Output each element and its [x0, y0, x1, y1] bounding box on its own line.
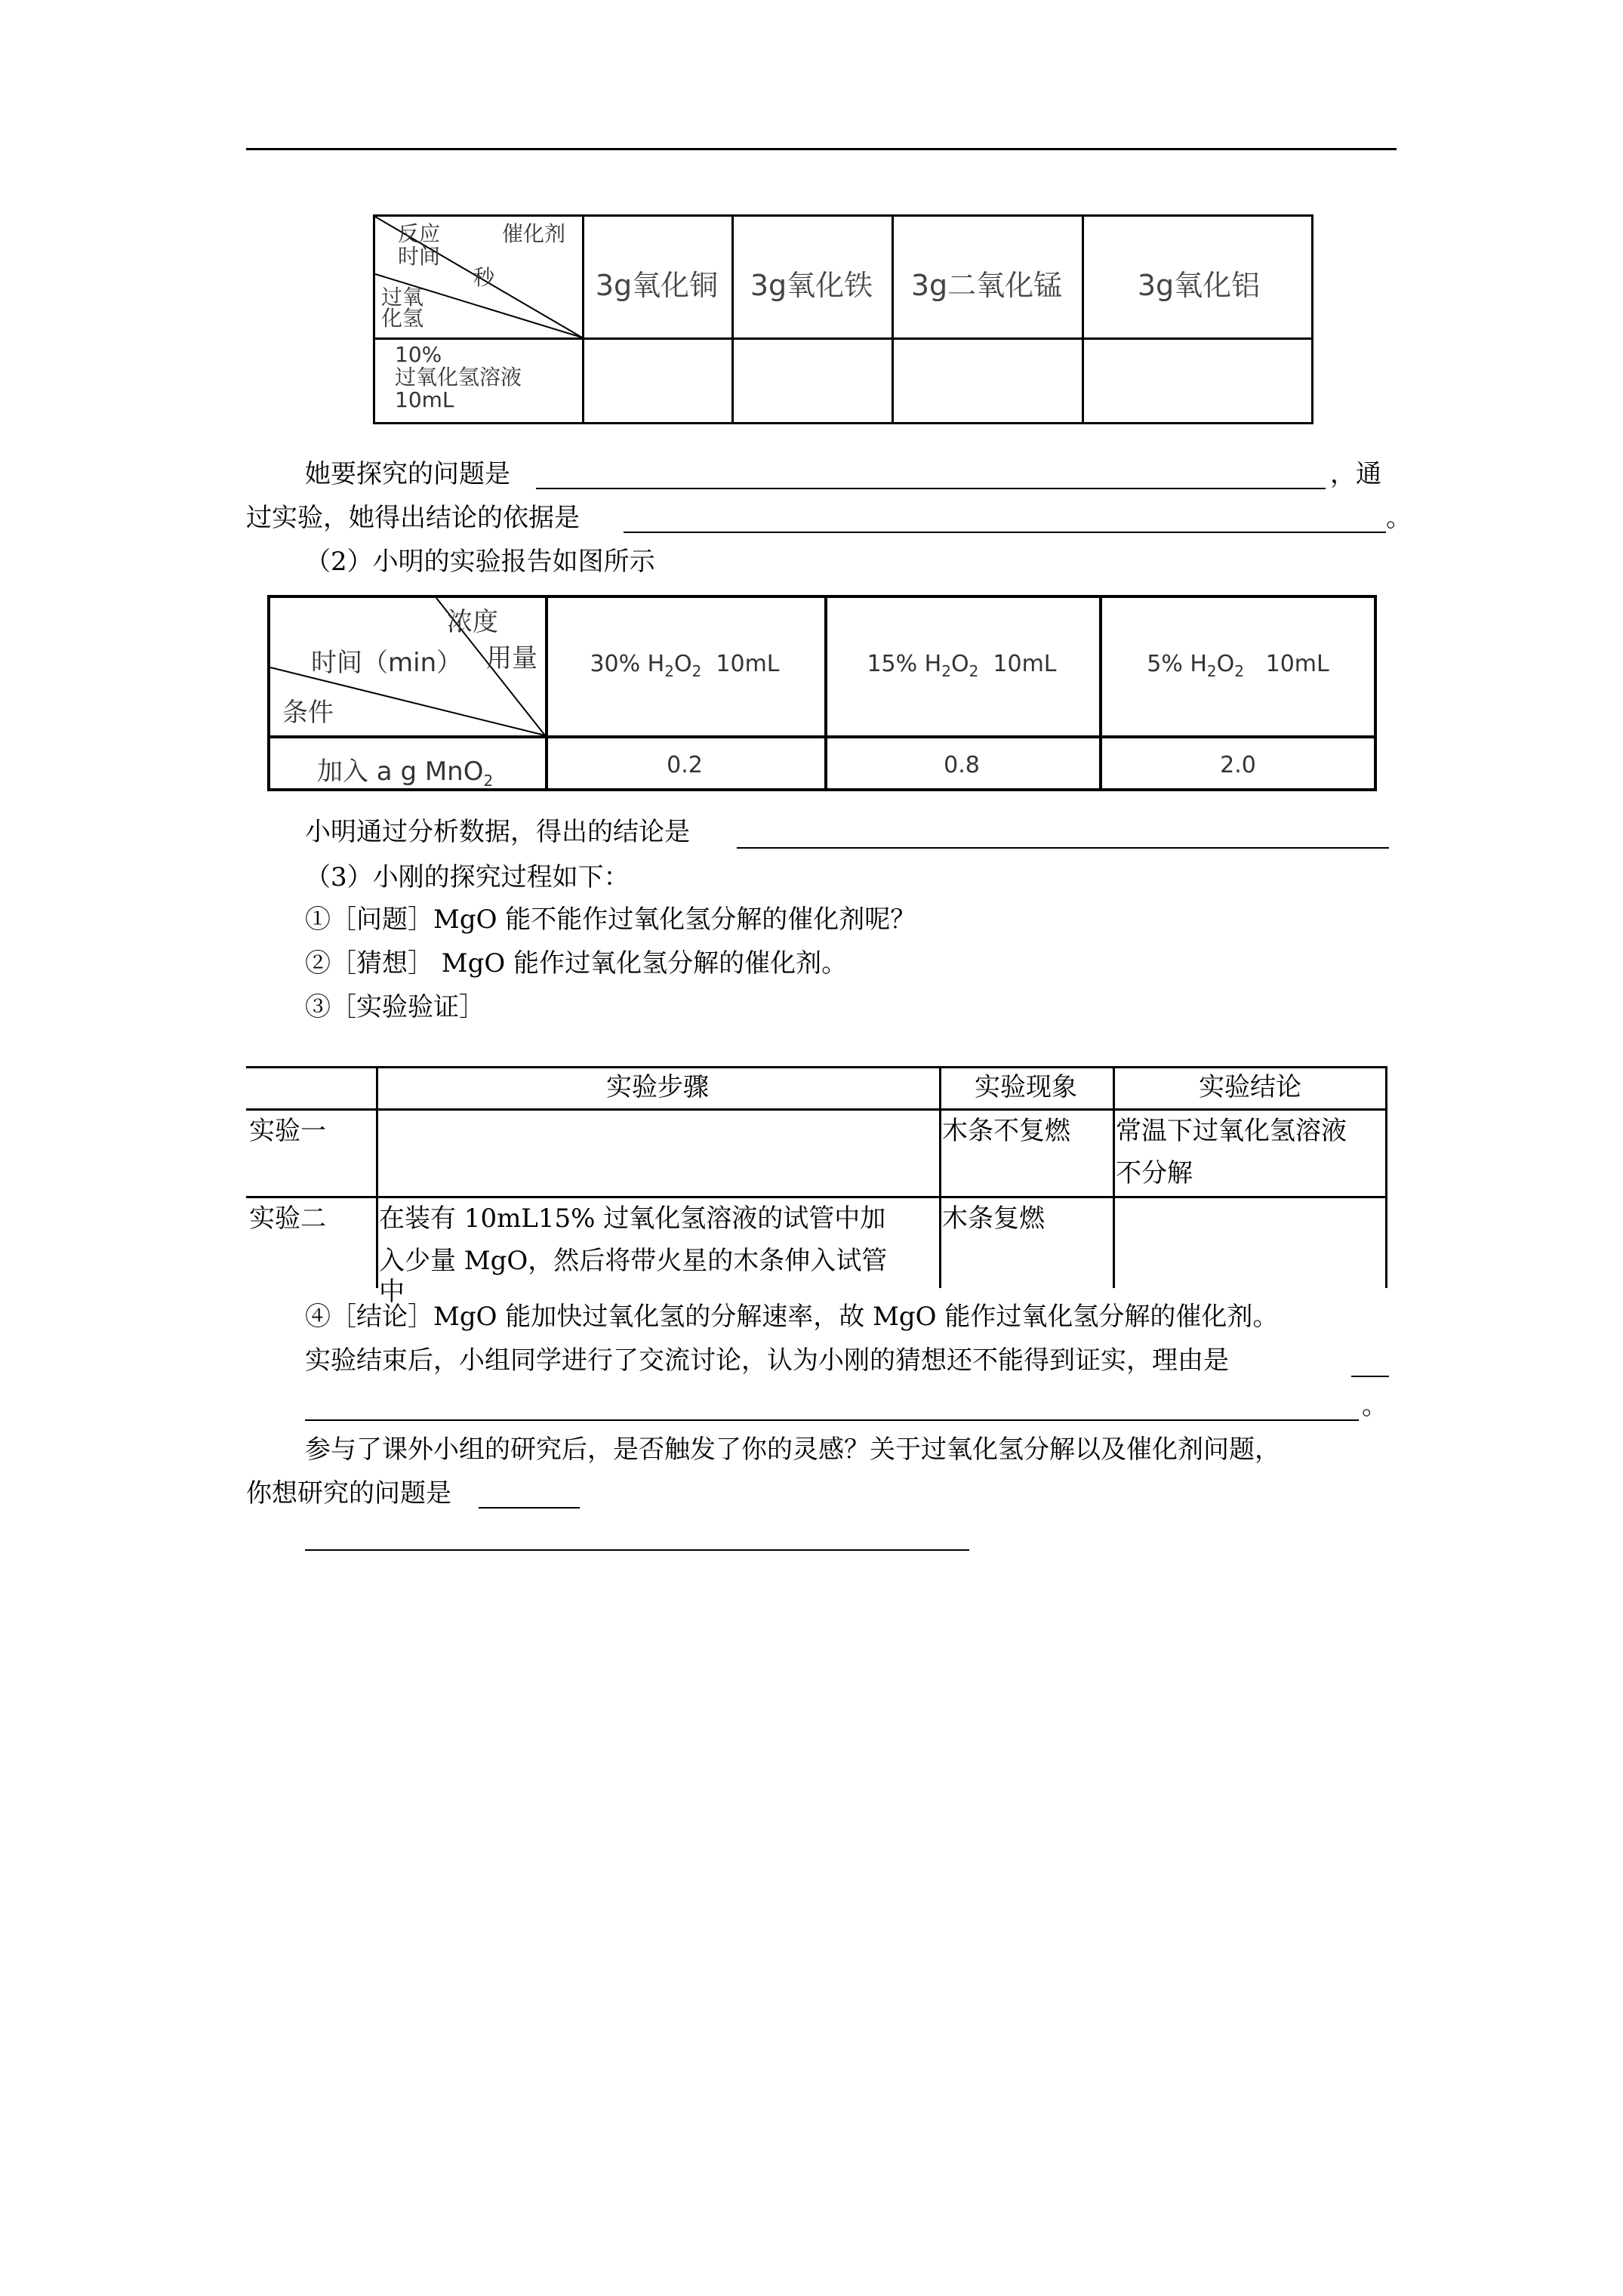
value-cell: 0.8: [944, 752, 980, 778]
q2-conclusion: 小明通过分析数据，得出的结论是: [305, 817, 690, 847]
answer-blank: [536, 488, 1326, 489]
table-divider: [892, 217, 894, 422]
table-divider: [1385, 1196, 1387, 1288]
corner-label-c: 用量: [486, 643, 537, 673]
step-cell: 在装有 10mL15% 过氧化氢溶液的试管中加: [379, 1203, 886, 1234]
table-divider: [375, 337, 1311, 340]
phenomenon-cell: 木条不复燃: [942, 1116, 1070, 1146]
verification-table: [246, 1066, 1387, 1307]
value-cell: 0.2: [667, 752, 703, 778]
corner-label-d: 秒: [473, 265, 495, 290]
row-label-line2: 过氧化氢溶液: [395, 365, 522, 390]
conclusion-cell: 不分解: [1116, 1158, 1193, 1188]
q4-item4: ④［结论］MgO 能加快过氧化氢的分解速率，故 MgO 能作过氧化氢分解的催化剂。: [305, 1302, 1279, 1332]
corner-label-b: 时间（min）: [311, 648, 463, 678]
q3-item3: ③［实验验证］: [305, 992, 485, 1022]
q4-after-line1: 实验结束后，小组同学进行了交流讨论，认为小刚的猜想还不能得到证实，理由是: [305, 1345, 1229, 1376]
value-cell: 2.0: [1220, 752, 1256, 778]
table-divider: [1082, 217, 1084, 422]
header-steps: 实验步骤: [606, 1072, 709, 1102]
q3-title: （3）小刚的探究过程如下：: [305, 862, 630, 892]
column-header: 3g二氧化锰: [910, 269, 1063, 302]
row-name: 实验一: [249, 1116, 326, 1146]
row-label-line1: 10%: [395, 342, 442, 367]
column-header: 30% $H_2O_2$ 10mL: [590, 651, 780, 680]
table-divider: [270, 735, 1374, 738]
row-label-line3: 10mL: [395, 387, 454, 412]
corner-label-e: 过氧: [381, 285, 424, 310]
answer-blank: [479, 1507, 580, 1509]
catalyst-table: [373, 214, 1313, 424]
step-cell: 入少量 MgO，然后将带火星的木条伸入试管: [379, 1246, 888, 1276]
header-phenomenon: 实验现象: [975, 1072, 1077, 1102]
q4-after-line2-end: 。: [1362, 1391, 1387, 1421]
conclusion-cell: 常温下过氧化氢溶液: [1116, 1116, 1347, 1146]
corner-label-a: 反应: [398, 221, 441, 246]
column-header: 5% $H_2O_2$ 10mL: [1147, 651, 1329, 680]
corner-label-c: 催化剂: [502, 221, 566, 246]
header-conclusion: 实验结论: [1199, 1072, 1301, 1102]
answer-blank: [737, 847, 1389, 849]
phenomenon-cell: 木条复燃: [942, 1203, 1045, 1234]
table-divider: [731, 217, 734, 422]
q4-inspire-line1: 参与了课外小组的研究后，是否触发了你的灵感？关于过氧化氢分解以及催化剂问题，: [305, 1435, 1280, 1465]
q3-item1: ①［问题］MgO 能不能作过氧化氢分解的催化剂呢？: [305, 905, 916, 935]
column-header: 3g氧化铁: [750, 269, 873, 302]
row-name: 实验二: [249, 1203, 326, 1234]
answer-blank: [1351, 1376, 1389, 1377]
q1-line2-end: 。: [1386, 503, 1412, 533]
answer-blank: [305, 1549, 969, 1551]
header-rule: [246, 148, 1397, 150]
row-label: 加入 a g MnO$_2$: [317, 757, 494, 790]
q1-line1-start: 她要探究的问题是: [305, 459, 510, 489]
answer-blank: [305, 1419, 1359, 1421]
q1-line2-start: 过实验，她得出结论的依据是: [246, 503, 580, 533]
step-cell: 中: [379, 1277, 405, 1307]
report-table: [267, 595, 1377, 791]
q1-line1-end: ，通: [1330, 459, 1381, 489]
q4-inspire-line2: 你想研究的问题是: [246, 1478, 451, 1509]
q3-item2: ②［猜想］ MgO 能作过氧化氢分解的催化剂。: [305, 948, 848, 978]
column-header: 3g氧化铝: [1137, 269, 1261, 302]
corner-label-a: 浓度: [447, 607, 498, 637]
answer-blank: [624, 532, 1386, 533]
q2-title: （2）小明的实验报告如图所示: [305, 547, 655, 577]
corner-label-b: 时间: [398, 244, 441, 269]
column-header: 3g氧化铜: [595, 269, 719, 302]
table-divider: [582, 217, 584, 422]
corner-label-f: 化氢: [381, 306, 424, 331]
column-header: 15% $H_2O_2$ 10mL: [867, 651, 1057, 680]
corner-label-d: 条件: [282, 698, 334, 728]
